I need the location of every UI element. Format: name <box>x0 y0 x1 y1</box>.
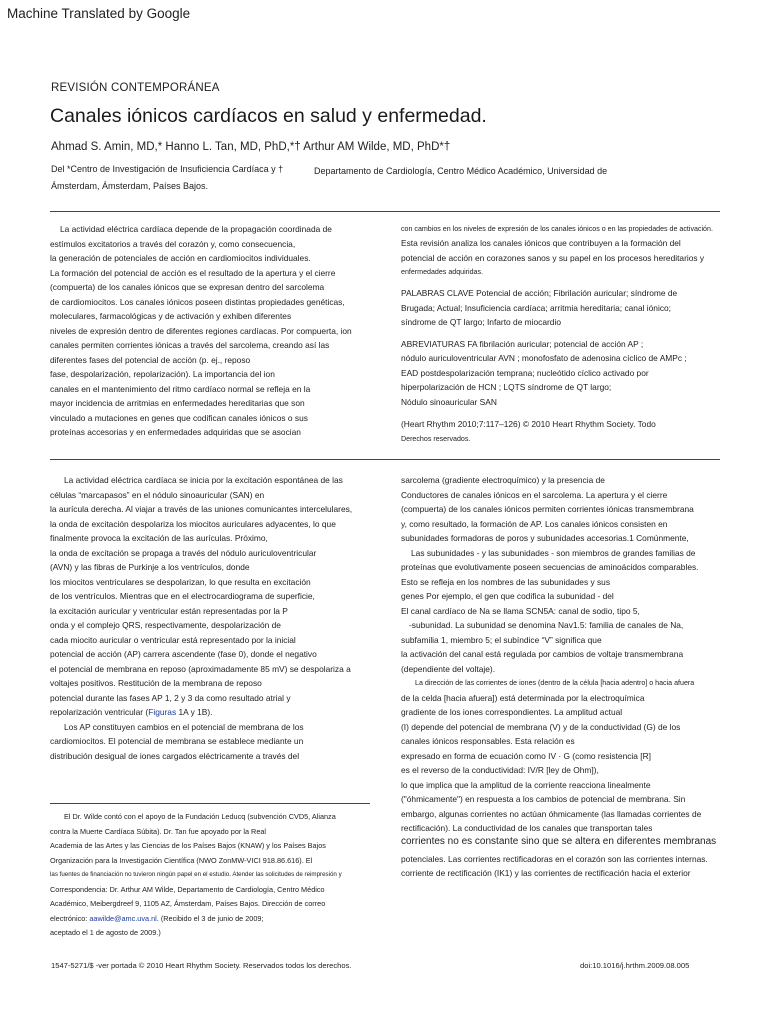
abstract-line: de cardiomiocitos. Los canales iónicos poseen distintas propiedades genéticas, <box>50 296 345 307</box>
body-line: voltajes positivos. Restitución de la membrana de reposo <box>50 678 262 688</box>
paper-title: Canales iónicos cardíacos en salud y enfermedad. <box>50 105 487 127</box>
body-line: subunidades formadoras de poros y subunidades accesorias.1 Comúnmente, <box>401 533 689 543</box>
body-line: potencial durante las fases AP 1, 2 y 3 da como resultado atrial y <box>50 692 291 703</box>
footnote-rule <box>50 803 370 804</box>
abstract-line: moleculares, farmacológicas y de activación y exhiben diferentes <box>50 311 292 321</box>
footer-doi: doi:10.1016/j.hrthm.2009.08.005 <box>580 961 690 970</box>
body-line: Conductores de canales iónicos en el sarcolema. La apertura y el cierre <box>401 489 668 500</box>
abstract-line: canales permiten corrientes iónicas a través del sarcolema, creando así las <box>50 340 330 350</box>
abbreviations <box>401 337 713 410</box>
email-link[interactable]: aawilde@amc.uva.nl <box>89 913 157 923</box>
abbreviations-line: nódulo auriculoventricular AVN ; monofosfato de adenosina cíclico de AMPc ; <box>401 353 687 363</box>
body-line: canales iónicos responsables. Esta relación es <box>401 736 575 746</box>
footer-copyright: 1547-5271/$ -ver portada © 2010 Heart Rhythm Society. Reservados todos los derechos. <box>51 961 352 970</box>
keywords <box>401 286 713 330</box>
body-line: el potencial de membrana en reposo (aproximadamente 85 mV) se despolariza a <box>50 663 351 674</box>
footnote-line: aceptado el 1 de agosto de 2009.) <box>50 928 161 937</box>
body-left <box>50 473 352 763</box>
body-line: sarcolema (gradiente electroquímico) y la presencia de <box>401 475 605 485</box>
section-label: REVISIÓN CONTEMPORÁNEA <box>51 82 220 94</box>
body-line: -subunidad. La subunidad se denomina Nav1.5: familia de canales de Na, <box>409 620 684 630</box>
abstract-line: la generación de potenciales de acción en cardiomiocitos individuales. <box>50 253 311 263</box>
body-right <box>401 473 716 881</box>
abstract-line: vinculado a mutaciones en genes que codifican canales iónicos o sus <box>50 412 308 423</box>
body-line: y, como resultado, la formación de AP. Los canales iónicos consisten en <box>401 518 668 529</box>
body-line: subfamilia 1, miembro 5; el subíndice “V” significa que <box>401 634 602 645</box>
abstract-line: canales en el mantenimiento del ritmo cardíaco normal se refleja en la <box>50 383 311 394</box>
body-line: (I) depende del potencial de membrana (V) y de la conductividad (G) de los <box>401 721 681 732</box>
abstract-top-rule <box>50 211 720 212</box>
body-line: Los AP constituyen cambios en el potencial de membrana de los <box>64 721 304 732</box>
footnote-line <box>50 912 342 927</box>
body-line: lo que implica que la amplitud de la corriente reacciona linealmente <box>401 779 651 790</box>
footnote-text: electrónico: <box>50 913 90 923</box>
body-line: (compuerta) de los canales iónicos permiten corrientes iónicas transmembrana <box>401 504 694 514</box>
body-line: genes Por ejemplo, el gen que codifica la subunidad - del <box>401 591 614 601</box>
body-line: la onda de excitación despolariza los miocitos auriculares adyacentes, lo que <box>50 518 336 529</box>
author-list: Ahmad S. Amin, MD,* Hanno L. Tan, MD, PhD,*† Arthur AM Wilde, MD, PhD*† <box>51 141 451 153</box>
body-line: rectificación). La conductividad de los canales que transportan tales <box>401 823 653 833</box>
abstract-line: estímulos excitatorios a través del corazón y, como consecuencia, <box>50 238 296 249</box>
body-line: ("óhmicamente") en respuesta a los cambios de potencial de membrana. Sin <box>401 794 686 804</box>
body-text: 1A y 1B). <box>176 707 213 717</box>
citation: (Heart Rhythm 2010;7:117–126) © 2010 Heart Rhythm Society. Todo <box>401 419 656 429</box>
abstract-line: mayor incidencia de arritmias en enfermedades hereditarias que son <box>50 398 305 408</box>
body-line: potenciales. Las corrientes rectificadoras en el corazón son las corrientes internas. <box>401 853 708 864</box>
keywords-line: síndrome de QT largo; Infarto de miocardio <box>401 317 561 327</box>
body-line: finalmente provoca la excitación de las aurículas. Próximo, <box>50 533 268 543</box>
body-line: (dependiente del voltaje). <box>401 663 496 674</box>
footnote-line: Organización para la Investigación Científica (NWO ZonMW-VICI 918.86.616). El <box>50 855 313 865</box>
body-line: Esto se refleja en los nombres de las subunidades y sus <box>401 576 611 587</box>
abstract-line: potencial de acción en corazones sanos y su papel en los procesos hereditarios y <box>401 252 705 263</box>
translation-banner: Machine Translated by Google <box>7 6 191 21</box>
abstract-line: fase, despolarización, repolarización). La importancia del ion <box>50 369 275 379</box>
body-line: de la celda [hacia afuera]) está determinada por la electroquímica <box>401 692 645 703</box>
body-line: proteínas que evolutivamente poseen secuencias de aminoácidos comparables. <box>401 562 699 572</box>
body-line: células “marcapasos” en el nódulo sinoauricular (SAN) en <box>50 489 265 500</box>
body-line: distribución desigual de iones cargados eléctricamente a través del <box>50 750 300 761</box>
abstract-line: enfermedades adquiridas. <box>401 268 484 276</box>
affiliation-line-2: Departamento de Cardiología, Centro Médico Académico, Universidad de <box>314 166 608 176</box>
footnote-line: El Dr. Wilde contó con el apoyo de la Fundación Leducq (subvención CVD5, Alianza <box>64 812 336 821</box>
abstract-line: La formación del potencial de acción es el resultado de la apertura y el cierre <box>50 267 336 278</box>
body-line: corrientes no es constante sino que se altera en diferentes membranas <box>401 835 717 847</box>
body-line: La dirección de las corrientes de iones (dentro de la célula [hacia adentro] o hacia afuera <box>415 679 695 687</box>
abbreviations-line: hiperpolarización de HCN ; LQTS síndrome de QT largo; <box>401 382 612 392</box>
footnote-line: las fuentes de financiación no tuvieron ningún papel en el estudio. Atender las solicitudes de reimpresión y <box>50 871 342 878</box>
body-line: la excitación auricular y ventricular están representadas por la P <box>50 605 288 616</box>
affiliation-line-1: Del *Centro de Investigación de Insuficiencia Cardíaca y † <box>51 164 284 174</box>
body-line: expresado en forma de ecuación como IV · G (como resistencia [R] <box>401 750 651 761</box>
body-line <box>50 705 352 720</box>
abstract-line: La actividad eléctrica cardíaca depende de la propagación coordinada de <box>60 224 332 234</box>
abbreviations-line: EAD postdespolarización temprana; nucleótido cíclico activado por <box>401 367 649 378</box>
keywords-line: PALABRAS CLAVE Potencial de acción; Fibrilación auricular; síndrome de <box>401 288 678 298</box>
body-line: gradiente de los iones correspondientes. La amplitud actual <box>401 707 623 717</box>
abstract-left <box>50 222 352 440</box>
citation-rights: Derechos reservados. <box>401 434 471 443</box>
body-line: embargo, algunas corrientes no actúan óhmicamente (las llamadas corrientes de <box>401 808 702 819</box>
body-line: la onda de excitación se propaga a través del nódulo auriculoventricular <box>50 547 317 558</box>
abstract-line: Esta revisión analiza los canales iónicos que contribuyen a la formación del <box>401 238 681 248</box>
abstract-line: con cambios en los niveles de expresión de los canales iónicos o en las propiedades de activación. <box>401 225 713 233</box>
abstract-line: niveles de expresión dentro de diferentes regiones cardíacas. Por compuerta, ion <box>50 325 352 336</box>
body-line: cardiomiocitos. El potencial de membrana se establece mediante un <box>50 736 304 746</box>
figure-link[interactable]: Figuras <box>148 707 177 717</box>
body-line: (AVN) y las fibras de Purkinje a los ventrículos, donde <box>50 562 250 572</box>
footnote-line: Correspondencia: Dr. Arthur AM Wilde, Departamento de Cardiología, Centro Médico <box>50 884 325 894</box>
abbreviations-line: Nódulo sinoauricular SAN <box>401 396 497 407</box>
body-line: El canal cardíaco de Na se llama SCN5A: canal de sodio, tipo 5, <box>401 605 640 616</box>
abbreviations-line: ABREVIATURAS FA fibrilación auricular; potencial de acción AP ; <box>401 338 644 349</box>
body-line: es el reverso de la conductividad: IV/R [ley de Ohm]), <box>401 765 599 775</box>
abstract-line: diferentes fases del potencial de acción (p. ej., reposo <box>50 354 251 365</box>
footnote <box>50 810 342 941</box>
body-line: cada miocito auricular o ventricular está representado por la inicial <box>50 634 296 645</box>
affiliation-line-3: Ámsterdam, Ámsterdam, Países Bajos. <box>51 181 209 191</box>
body-line: potencial de acción (AP) carrera ascendente (fase 0), donde el negativo <box>50 649 317 659</box>
body-line: Las subunidades - y las subunidades - son miembros de grandes familias de <box>411 547 696 558</box>
keywords-line: Brugada; Actual; Insuficiencia cardíaca; arritmia hereditaria; canal iónico; <box>401 302 672 313</box>
body-line: la aurícula derecha. Al viajar a través de las uniones comunicantes intercelulares, <box>50 504 353 514</box>
footnote-line: Académico, Meibergdreef 9, 1105 AZ, Ámsterdam, Países Bajos. Dirección de correo <box>50 899 326 908</box>
abstract-line: proteínas accesorias y en enfermedades adquiridas que se asocian <box>50 427 301 437</box>
abstract-bottom-rule <box>50 459 720 460</box>
footnote-line: contra la Muerte Cardíaca Súbita). Dr. Tan fue apoyado por la Real <box>50 826 267 836</box>
body-line: corriente de rectificación (IK1) y las corrientes de rectificación hacia el exterior <box>401 868 691 878</box>
body-line: de los ventrículos. Mientras que en el electrocardiograma de superficie, <box>50 591 315 601</box>
body-line: la activación del canal está regulada por cambios de voltaje transmembrana <box>401 649 684 659</box>
body-text: repolarización ventricular ( <box>50 707 149 717</box>
body-line: los miocitos ventriculares se despolarizan, lo que resulta en excitación <box>50 576 311 587</box>
abstract-line: (compuerta) de los canales iónicos que se expresan dentro del sarcolema <box>50 282 325 292</box>
body-line: La actividad eléctrica cardíaca se inicia por la excitación espontánea de las <box>64 475 343 485</box>
footnote-line: Academia de las Artes y las Ciencias de los Países Bajos (KNAW) y los Países Bajos <box>50 841 326 850</box>
body-line: onda y el complejo QRS, respectivamente, despolarización de <box>50 620 281 630</box>
footnote-text: . (Recibido el 3 de junio de 2009; <box>156 913 264 923</box>
abstract-right <box>401 222 713 446</box>
